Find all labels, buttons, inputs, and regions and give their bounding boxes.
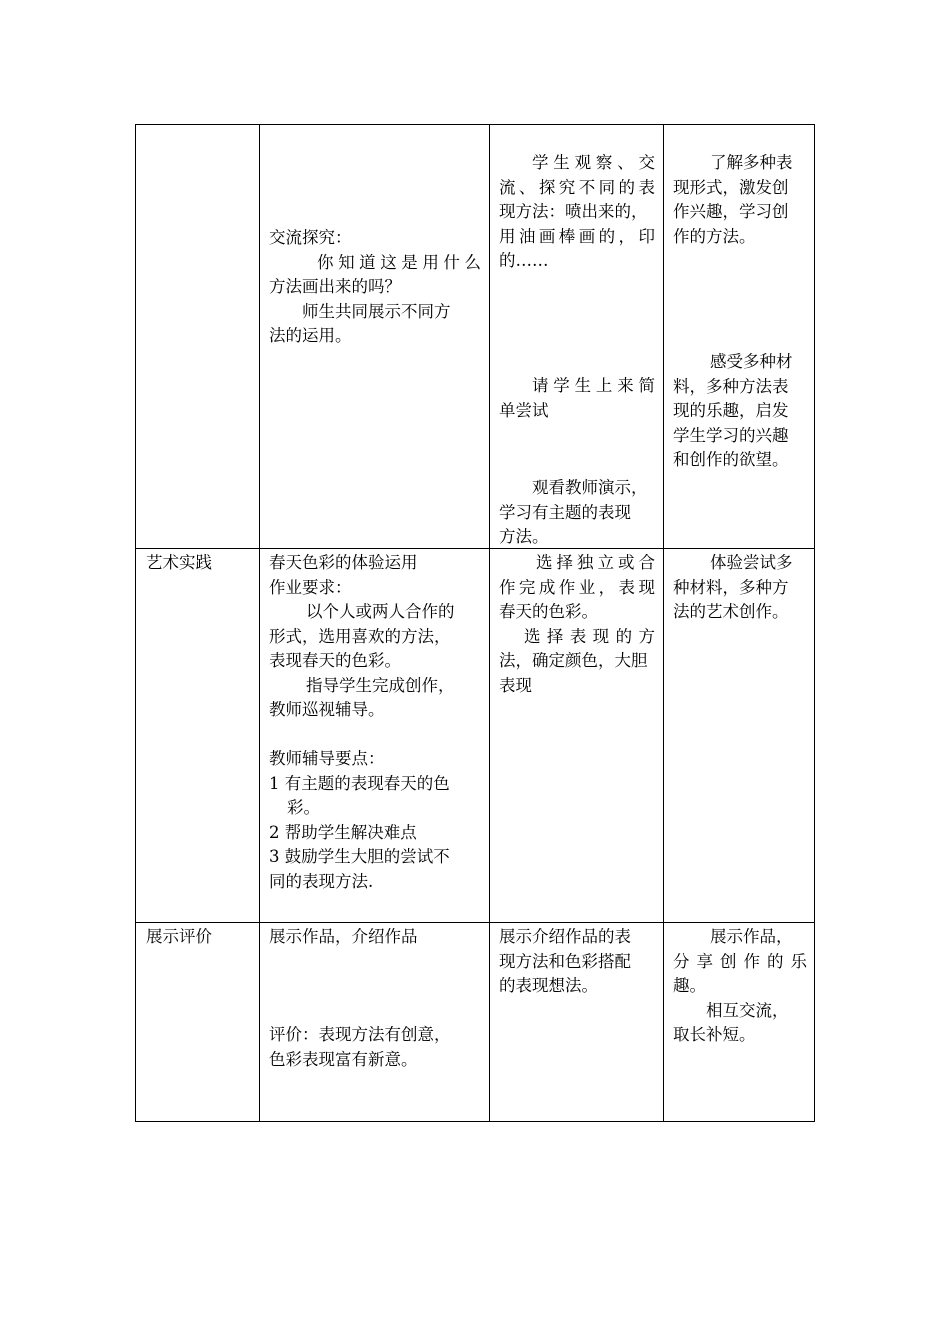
text-line: 形式，选用喜欢的方法， <box>269 626 451 646</box>
text-line: 彩。 <box>287 798 320 817</box>
text-line: 的…… <box>499 251 549 270</box>
text-line: 评价：表现方法有创意， <box>269 1025 451 1044</box>
teacher-activity-cell <box>269 925 481 950</box>
text-line: 以个人或两人合作的 <box>306 602 455 621</box>
text-line: 交流探究： <box>269 228 352 247</box>
text-line: 单尝试 <box>499 400 549 420</box>
text-line: 分 享 创 作 的 乐 <box>673 951 807 971</box>
text-line: 表现 <box>499 675 532 695</box>
text-line: 现形式，激发创 <box>673 177 789 197</box>
text-line: 方法画出来的吗？ <box>269 277 401 296</box>
text-line: 观看教师演示， <box>532 478 648 497</box>
text-line: 种材料，多种方 <box>673 577 789 597</box>
text-line: 体验尝试多 <box>710 553 793 572</box>
text-line: 学生学习的兴趣 <box>673 425 789 445</box>
stage-cell: 艺术实践 <box>146 553 212 572</box>
column-divider <box>663 125 664 1121</box>
student-activity-cell <box>499 476 655 550</box>
text-line: 的表现想法。 <box>499 976 598 995</box>
design-intent-cell <box>673 925 807 1048</box>
text-line: 取长补短。 <box>673 1025 756 1044</box>
row-divider <box>136 548 814 549</box>
text-line: 料，多种方法表 <box>673 376 789 396</box>
text-line: 表现春天的色彩。 <box>269 651 401 670</box>
text-line: 春天色彩的体验运用 <box>269 553 418 572</box>
text-line: 学习有主题的表现 <box>499 502 631 522</box>
text-line: 和创作的欲望。 <box>673 450 789 469</box>
text-line: 作 完 成 作 业 ， 表 现 <box>499 577 655 597</box>
text-line: 1 有主题的表现春天的色 <box>269 773 450 793</box>
text-line: 同的表现方法. <box>269 871 374 891</box>
text-line: 你 知 道 这 是 用 什 么 <box>317 252 481 272</box>
teacher-activity-cell <box>269 1023 481 1072</box>
text-line: 趣。 <box>673 976 706 995</box>
design-intent-cell <box>673 551 807 625</box>
text-line: 现的乐趣，启发 <box>673 401 789 420</box>
design-intent-cell <box>673 151 807 249</box>
text-line: 请 学 生 上 来 简 <box>532 376 655 395</box>
text-line: 选 择 独 立 或 合 <box>536 553 655 572</box>
text-line: 师生共同展示不同方 <box>302 301 451 321</box>
text-line: 学 生 观 察 、 交 <box>532 153 655 172</box>
text-line: 展示作品， <box>710 927 793 946</box>
text-line: 展示介绍作品的表 <box>499 927 631 946</box>
text-line: 了解多种表 <box>710 153 793 172</box>
text-line: 色彩表现富有新意。 <box>269 1049 418 1069</box>
text-line: 作兴趣，学习创 <box>673 202 789 221</box>
column-divider <box>489 125 490 1121</box>
text-line: 现方法和色彩搭配 <box>499 951 631 971</box>
row-divider <box>136 922 814 923</box>
text-line: 作业要求： <box>269 577 352 597</box>
student-activity-cell <box>499 551 655 698</box>
text-line: 展示作品，介绍作品 <box>269 927 418 946</box>
student-activity-cell <box>499 374 655 423</box>
text-line: 教师辅导要点： <box>269 749 385 768</box>
text-line: 法，确定颜色，大胆 <box>499 651 648 670</box>
text-line: 教师巡视辅导。 <box>269 700 385 719</box>
text-line: 现方法：喷出来的， <box>499 202 648 221</box>
text-line: 作的方法。 <box>673 226 756 246</box>
teacher-activity-cell <box>269 226 481 349</box>
text-line: 方法。 <box>499 527 549 546</box>
text-line: 指导学生完成创作， <box>306 675 455 695</box>
text-line: 相互交流， <box>706 1000 789 1020</box>
stage-cell: 展示评价 <box>146 927 212 946</box>
text-line: 流 、 探 究 不 同 的 表 <box>499 177 655 197</box>
student-activity-cell <box>499 925 655 999</box>
text-line: 法的运用。 <box>269 326 352 345</box>
student-activity-cell <box>499 151 655 274</box>
text-line: 法的艺术创作。 <box>673 602 789 621</box>
text-line: 感受多种材 <box>710 352 793 371</box>
design-intent-cell <box>673 350 807 473</box>
column-divider <box>259 125 260 1121</box>
text-line: 春天的色彩。 <box>499 602 598 621</box>
text-line: 3 鼓励学生大胆的尝试不 <box>269 847 450 866</box>
blank-line <box>269 723 481 748</box>
text-line: 用 油 画 棒 画 的 ， 印 <box>499 226 655 246</box>
lesson-plan-table <box>135 124 815 1122</box>
text-line: 选 择 表 现 的 方 <box>524 626 655 646</box>
text-line: 2 帮助学生解决难点 <box>269 822 417 842</box>
teacher-activity-cell <box>269 551 481 894</box>
